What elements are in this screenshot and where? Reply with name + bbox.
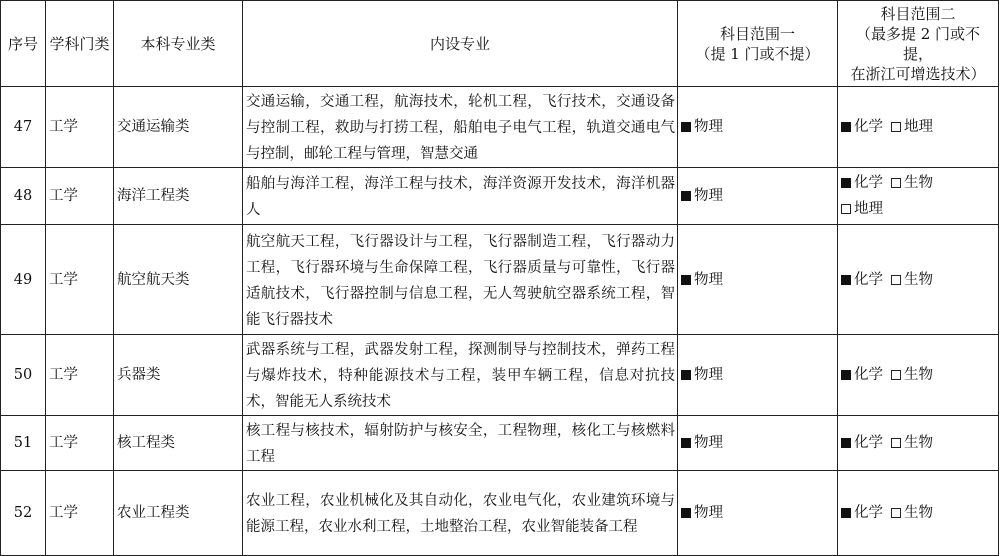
row-majors: 交通运输，交通工程，航海技术，轮机工程，飞行技术，交通设备与控制工程，救助与打捞工程，船舶电子电气工程，轨道交通电气与控制，邮轮工程与管理，智慧交通: [243, 87, 678, 168]
subject1-label: 物理: [694, 188, 723, 204]
header-subject2-note-1: （最多提 2 门或不提，: [855, 24, 981, 63]
header-subject1-note: （提 1 门或不提）: [695, 44, 820, 63]
subject2-option: [841, 175, 883, 191]
subject2-option: [841, 367, 883, 383]
unchecked-box-icon: [841, 204, 851, 214]
subject2-label: 地理: [904, 119, 933, 135]
subject1-option: [681, 188, 723, 204]
subject2-label: 化学: [854, 175, 883, 191]
header-discipline: 学科门类: [46, 1, 114, 87]
table-row: [1, 87, 999, 168]
table-body: [1, 87, 999, 556]
header-subject2: [838, 1, 999, 87]
subject1-option: [681, 272, 723, 288]
row-discipline: 工学: [46, 168, 114, 225]
subject1-option: [681, 119, 723, 135]
subject1-option: [681, 367, 723, 383]
header-subject2-title: 科目范围二: [880, 4, 956, 23]
unchecked-box-icon: [891, 370, 901, 380]
checked-box-icon: [681, 438, 691, 448]
row-majors: 船舶与海洋工程，海洋工程与技术，海洋资源开发技术，海洋机器人: [243, 168, 678, 225]
unchecked-box-icon: [891, 508, 901, 518]
row-seq: 48: [1, 168, 46, 225]
subject1-option: [681, 505, 723, 521]
subject2-label: 化学: [854, 505, 883, 521]
subject2-option: [841, 435, 883, 451]
row-category: 核工程类: [114, 416, 243, 471]
checked-box-icon: [681, 370, 691, 380]
subject2-label: 地理: [854, 201, 883, 217]
row-subject1: [678, 335, 838, 416]
row-seq: 52: [1, 471, 46, 556]
subject2-label: 化学: [854, 435, 883, 451]
row-category: 兵器类: [114, 335, 243, 416]
subject2-label: 生物: [904, 505, 933, 521]
row-seq: 49: [1, 225, 46, 335]
checked-box-icon: [841, 370, 851, 380]
checked-box-icon: [681, 191, 691, 201]
row-category: 交通运输类: [114, 87, 243, 168]
table-row: [1, 225, 999, 335]
table-row: [1, 168, 999, 225]
row-category: 海洋工程类: [114, 168, 243, 225]
subject1-label: 物理: [694, 505, 723, 521]
checked-box-icon: [841, 275, 851, 285]
subject2-label: 生物: [904, 367, 933, 383]
subject2-option: [891, 175, 933, 191]
row-seq: 51: [1, 416, 46, 471]
subject2-label: 化学: [854, 119, 883, 135]
unchecked-box-icon: [891, 275, 901, 285]
checked-box-icon: [681, 122, 691, 132]
row-discipline: 工学: [46, 87, 114, 168]
header-majors: 内设专业: [243, 1, 678, 87]
subject2-option: [841, 119, 883, 135]
header-subject1-title: 科目范围一: [719, 24, 795, 43]
table-row: [1, 416, 999, 471]
row-category: 农业工程类: [114, 471, 243, 556]
checked-box-icon: [681, 275, 691, 285]
row-subject1: [678, 225, 838, 335]
subject2-option: [841, 505, 883, 521]
subject1-option: [681, 435, 723, 451]
subject2-option: [891, 435, 933, 451]
checked-box-icon: [841, 122, 851, 132]
row-seq: 50: [1, 335, 46, 416]
header-seq: 序号: [1, 1, 46, 87]
table-row: [1, 335, 999, 416]
subject1-label: 物理: [694, 271, 723, 288]
row-discipline: 工学: [46, 416, 114, 471]
subject2-label: 生物: [904, 435, 933, 451]
header-subject2-note-2: 在浙江可增选技术）: [850, 64, 986, 83]
row-discipline: 工学: [46, 471, 114, 556]
unchecked-box-icon: [891, 178, 901, 188]
row-majors: 武器系统与工程，武器发射工程，探测制导与控制技术，弹药工程与爆炸技术，特种能源技术与工程，装甲车辆工程，信息对抗技术，智能无人系统技术: [243, 335, 678, 416]
row-subject2: [838, 225, 999, 335]
header-subject1: [678, 1, 838, 87]
row-subject1: [678, 168, 838, 225]
checked-box-icon: [841, 438, 851, 448]
checked-box-icon: [681, 508, 691, 518]
subject1-label: 物理: [694, 435, 723, 451]
subject2-option: [841, 272, 883, 288]
row-discipline: 工学: [46, 225, 114, 335]
subject2-label: 生物: [904, 175, 933, 191]
row-discipline: 工学: [46, 335, 114, 416]
row-subject2: [838, 416, 999, 471]
subject2-option: [891, 367, 933, 383]
subject2-option: [841, 201, 883, 217]
row-subject1: [678, 416, 838, 471]
row-seq: 47: [1, 87, 46, 168]
subject2-option: [891, 505, 933, 521]
subject1-label: 物理: [694, 119, 723, 135]
row-majors: 航空航天工程，飞行器设计与工程，飞行器制造工程，飞行器动力工程，飞行器环境与生命保障工程，飞行器质量与可靠性，飞行器适航技术，飞行器控制与信息工程，无人驾驶航空器系统工程，智能飞行器技术: [243, 225, 678, 335]
header-category: 本科专业类: [114, 1, 243, 87]
row-subject1: [678, 87, 838, 168]
row-subject1: [678, 471, 838, 556]
checked-box-icon: [841, 508, 851, 518]
table-row: [1, 471, 999, 556]
row-majors: 农业工程，农业机械化及其自动化，农业电气化，农业建筑环境与能源工程，农业水利工程，土地整治工程，农业智能装备工程: [243, 471, 678, 556]
checked-box-icon: [841, 178, 851, 188]
subject2-option: [891, 119, 933, 135]
subject2-label: 化学: [854, 367, 883, 383]
subject2-label: 生物: [904, 271, 933, 288]
row-subject2: [838, 87, 999, 168]
row-subject2: [838, 335, 999, 416]
subject2-option: [891, 272, 933, 288]
row-majors: 核工程与核技术，辐射防护与核安全，工程物理，核化工与核燃料工程: [243, 416, 678, 471]
unchecked-box-icon: [891, 122, 901, 132]
row-subject2: [838, 168, 999, 225]
subject2-label: 化学: [854, 271, 883, 288]
unchecked-box-icon: [891, 438, 901, 448]
row-subject2: [838, 471, 999, 556]
row-category: 航空航天类: [114, 225, 243, 335]
header-row: [1, 1, 999, 87]
subject1-label: 物理: [694, 367, 723, 383]
